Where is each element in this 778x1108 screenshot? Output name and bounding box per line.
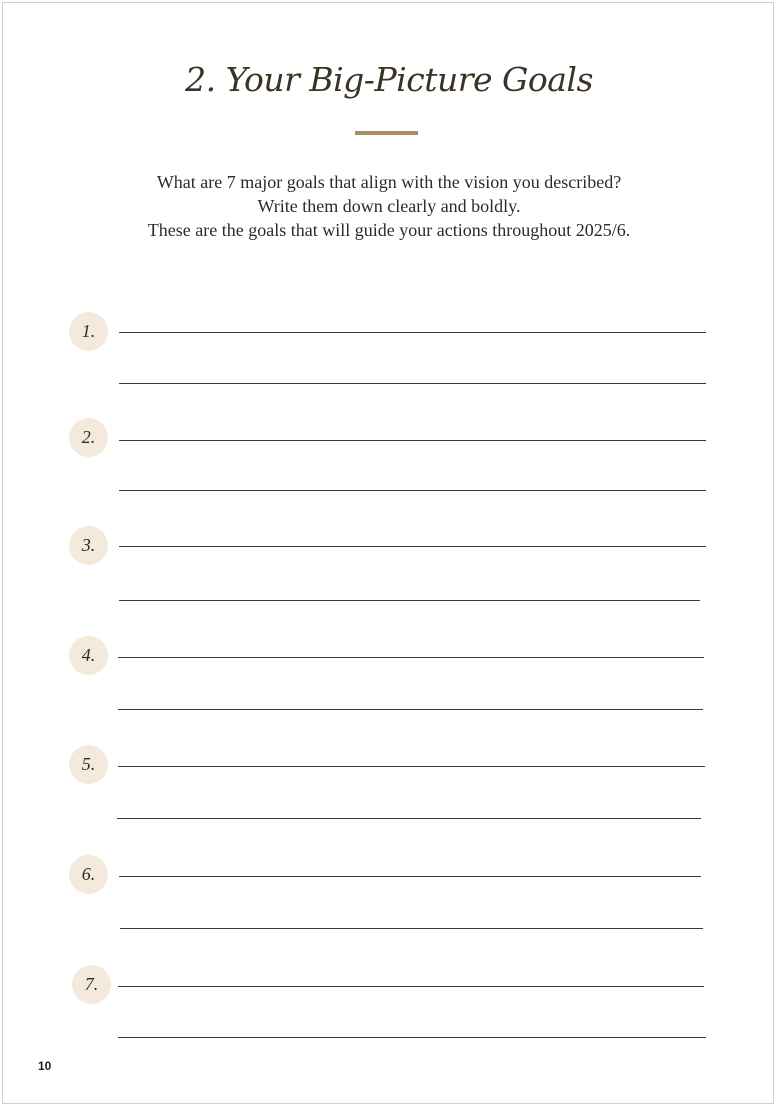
goal-3-writing-line-2[interactable] xyxy=(119,600,700,601)
worksheet-page xyxy=(2,2,774,1104)
goal-number-badge: 6. xyxy=(69,855,108,894)
goal-7-writing-line-2[interactable] xyxy=(118,1037,706,1038)
page-number: 10 xyxy=(38,1059,52,1073)
goal-4-writing-line-1[interactable] xyxy=(118,657,704,658)
goal-5-writing-line-1[interactable] xyxy=(118,766,705,767)
goal-3-writing-line-1[interactable] xyxy=(119,546,706,547)
goal-2-writing-line-2[interactable] xyxy=(119,490,706,491)
title-divider xyxy=(355,131,418,135)
intro-line-3: These are the goals that will guide your actions throughout 2025/6. xyxy=(147,220,631,240)
goal-1-writing-line-2[interactable] xyxy=(119,383,706,384)
goal-1-writing-line-1[interactable] xyxy=(119,332,706,333)
goal-7-writing-line-1[interactable] xyxy=(118,986,704,987)
goal-2-writing-line-1[interactable] xyxy=(119,440,706,441)
intro-line-1: What are 7 major goals that align with the vision you described? xyxy=(156,172,622,192)
goal-4-writing-line-2[interactable] xyxy=(118,709,703,710)
goal-number-badge: 2. xyxy=(69,418,108,457)
goal-number-badge: 3. xyxy=(69,526,108,565)
goal-number-badge: 1. xyxy=(69,312,108,351)
page-title: 2. Your Big-Picture Goals xyxy=(185,60,593,99)
goal-6-writing-line-1[interactable] xyxy=(119,876,701,877)
goal-number-badge: 5. xyxy=(69,745,108,784)
intro-text xyxy=(0,170,778,242)
goal-number-badge: 4. xyxy=(69,636,108,675)
intro-line-2: Write them down clearly and boldly. xyxy=(257,196,521,216)
goal-number-badge: 7. xyxy=(72,965,111,1004)
goal-6-writing-line-2[interactable] xyxy=(120,928,703,929)
goal-5-writing-line-2[interactable] xyxy=(117,818,701,819)
